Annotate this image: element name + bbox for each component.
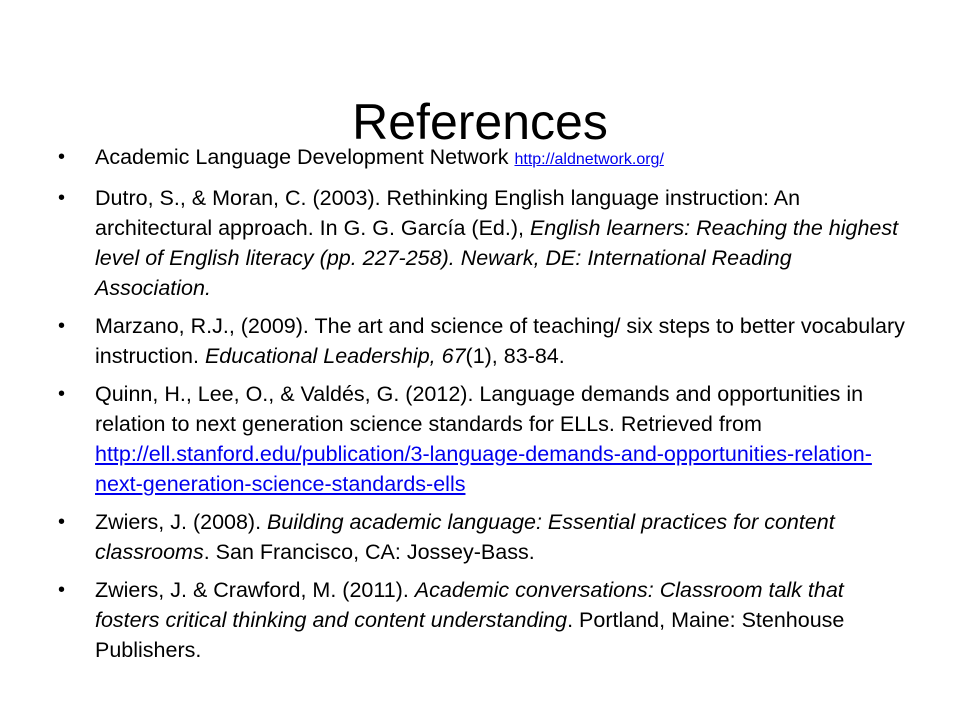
list-item [0, 142, 910, 175]
list-item [0, 311, 910, 371]
list-item [0, 379, 910, 499]
bullet-icon: • [58, 146, 66, 168]
reference-italic-text: Academic conversations: Classroom talk that fosters critical thinking and content understanding [95, 578, 844, 632]
reference-italic-text: English learners: Reaching the highest level of English literacy (pp. 227-258). Newark, DE: International Reading Association. [95, 216, 899, 300]
bullet-icon: • [58, 187, 66, 209]
list-item [0, 183, 910, 303]
bullet-icon: • [58, 315, 66, 337]
bullet-icon: • [58, 383, 66, 405]
list-item [0, 507, 910, 567]
reference-text: Zwiers, J. (2008). [95, 510, 268, 534]
reference-italic-text: Building academic language: Essential practices for content classrooms [95, 510, 835, 564]
reference-link[interactable]: http://aldnetwork.org/ [514, 151, 664, 168]
list-item [0, 575, 910, 665]
reference-text: Academic Language Development Network [95, 145, 515, 169]
reference-text: Zwiers, J. & Crawford, M. (2011). [95, 578, 415, 602]
reference-text: . San Francisco, CA: Jossey-Bass. [203, 540, 535, 564]
reference-text: (1), 83-84. [465, 344, 565, 368]
bullet-icon: • [58, 511, 66, 533]
bullet-icon: • [58, 579, 66, 601]
reference-italic-text: Educational Leadership, 67 [204, 344, 466, 368]
references-list [0, 142, 910, 673]
reference-link[interactable]: http://ell.stanford.edu/publication/3-language-demands-and-opportunities-relation-next-generation-science-standards-ells [95, 442, 872, 496]
reference-text: Dutro, S., & Moran, C. (2003). Rethinking English language instruction: An architectural approach. In G. G. García (Ed.), [95, 186, 801, 240]
page-title: References [352, 93, 608, 150]
reference-text: Marzano, R.J., (2009). The art and science of teaching/ six steps to better vocabulary instruction. [95, 314, 905, 368]
reference-text: . Portland, Maine: Stenhouse Publishers. [95, 608, 845, 662]
reference-text: Quinn, H., Lee, O., & Valdés, G. (2012). Language demands and opportunities in relation to next generation science standards for ELLs. Retrieved from [95, 382, 864, 436]
